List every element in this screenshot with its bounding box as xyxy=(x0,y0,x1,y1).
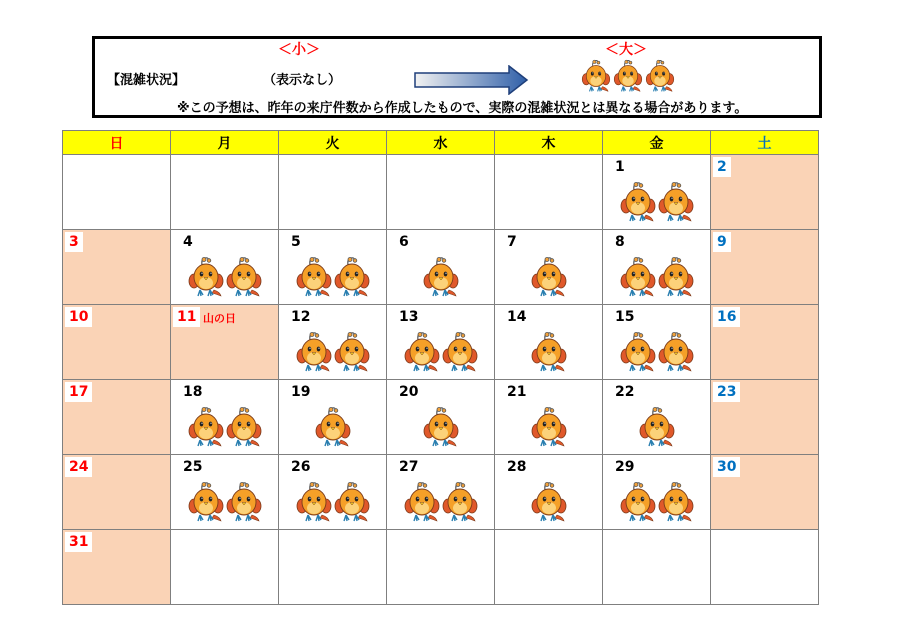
calendar-day-cell xyxy=(63,530,171,605)
day-number: 28 xyxy=(507,459,527,475)
mascot-bird-icon xyxy=(226,406,262,448)
day-number: 11 xyxy=(173,307,200,327)
day-number: 29 xyxy=(615,459,635,475)
mascot-bird-icon xyxy=(639,406,675,448)
legend-large-icons xyxy=(581,59,675,93)
mascot-bird-icon xyxy=(226,481,262,523)
mascot-bird-icon xyxy=(334,481,370,523)
weekday-header: 日 xyxy=(63,131,171,155)
calendar-empty-cell xyxy=(387,530,495,605)
legend-none-text: （表示なし） xyxy=(263,73,342,88)
calendar-day-cell xyxy=(171,230,279,305)
mascot-bird-icon xyxy=(442,331,478,373)
calendar-day-cell xyxy=(63,230,171,305)
day-number: 12 xyxy=(291,309,311,325)
calendar-day-cell xyxy=(495,455,603,530)
day-number: 31 xyxy=(65,532,92,552)
calendar-day-cell xyxy=(279,230,387,305)
mascot-bird-icon xyxy=(658,481,694,523)
mascot-bird-icon xyxy=(188,256,224,298)
crowd-level-icons xyxy=(603,181,710,223)
day-number: 6 xyxy=(399,234,409,250)
crowd-level-icons xyxy=(495,481,602,523)
mascot-bird-icon xyxy=(404,481,440,523)
mascot-bird-icon xyxy=(226,256,262,298)
mascot-bird-icon xyxy=(423,406,459,448)
mascot-bird-icon xyxy=(658,256,694,298)
calendar-empty-cell xyxy=(495,155,603,230)
crowd-level-icons xyxy=(171,256,278,298)
calendar-day-cell xyxy=(171,455,279,530)
calendar-empty-cell xyxy=(171,530,279,605)
calendar-day-cell xyxy=(711,305,819,380)
calendar-week-row xyxy=(63,530,819,605)
calendar-empty-cell xyxy=(279,530,387,605)
crowd-level-icons xyxy=(171,481,278,523)
calendar-day-cell xyxy=(171,305,279,380)
day-number: 2 xyxy=(713,157,731,177)
day-number: 10 xyxy=(65,307,92,327)
calendar-week-row xyxy=(63,230,819,305)
calendar-day-cell xyxy=(711,380,819,455)
calendar-day-cell xyxy=(279,380,387,455)
mascot-bird-icon xyxy=(531,481,567,523)
calendar-day-cell xyxy=(279,455,387,530)
mascot-bird-icon xyxy=(645,59,675,93)
calendar-empty-cell xyxy=(495,530,603,605)
weekday-header: 木 xyxy=(495,131,603,155)
mascot-bird-icon xyxy=(620,481,656,523)
calendar-week-row xyxy=(63,305,819,380)
calendar-day-cell xyxy=(63,380,171,455)
holiday-name: 山の日 xyxy=(203,312,236,325)
weekday-header: 火 xyxy=(279,131,387,155)
calendar-day-cell xyxy=(711,155,819,230)
day-number: 21 xyxy=(507,384,527,400)
mascot-bird-icon xyxy=(658,331,694,373)
legend-title: 【混雑状況】 xyxy=(107,73,186,88)
calendar-day-cell xyxy=(711,455,819,530)
mascot-bird-icon xyxy=(296,481,332,523)
crowd-level-icons xyxy=(387,256,494,298)
calendar-day-cell xyxy=(603,380,711,455)
mascot-bird-icon xyxy=(531,256,567,298)
crowd-level-icons xyxy=(495,406,602,448)
crowd-level-icons xyxy=(495,331,602,373)
mascot-bird-icon xyxy=(334,256,370,298)
calendar-day-cell xyxy=(387,455,495,530)
day-number: 25 xyxy=(183,459,203,475)
crowd-level-icons xyxy=(603,331,710,373)
day-number: 24 xyxy=(65,457,92,477)
mascot-bird-icon xyxy=(315,406,351,448)
crowd-level-icons xyxy=(495,256,602,298)
legend-small-label: ＜小＞ xyxy=(278,42,320,58)
calendar-day-cell xyxy=(495,305,603,380)
day-number: 22 xyxy=(615,384,635,400)
day-number: 26 xyxy=(291,459,311,475)
mascot-bird-icon xyxy=(581,59,611,93)
calendar-empty-cell xyxy=(711,530,819,605)
calendar-empty-cell xyxy=(603,530,711,605)
calendar-day-cell xyxy=(387,305,495,380)
weekday-header: 水 xyxy=(387,131,495,155)
calendar-day-cell xyxy=(387,230,495,305)
day-number: 18 xyxy=(183,384,203,400)
mascot-bird-icon xyxy=(404,331,440,373)
calendar-week-row xyxy=(63,155,819,230)
calendar-day-cell xyxy=(63,305,171,380)
mascot-bird-icon xyxy=(620,331,656,373)
mascot-bird-icon xyxy=(296,331,332,373)
day-number: 1 xyxy=(615,159,625,175)
calendar-grid xyxy=(62,130,819,605)
crowd-level-icons xyxy=(279,406,386,448)
weekday-header: 土 xyxy=(711,131,819,155)
crowd-level-icons xyxy=(279,331,386,373)
day-number: 3 xyxy=(65,232,83,252)
calendar-day-cell xyxy=(711,230,819,305)
day-number: 17 xyxy=(65,382,92,402)
mascot-bird-icon xyxy=(442,481,478,523)
day-number: 9 xyxy=(713,232,731,252)
calendar-day-cell xyxy=(279,305,387,380)
calendar-day-cell xyxy=(495,230,603,305)
day-number: 20 xyxy=(399,384,419,400)
calendar-week-row xyxy=(63,455,819,530)
mascot-bird-icon xyxy=(188,406,224,448)
crowd-level-icons xyxy=(603,406,710,448)
calendar-day-cell xyxy=(603,230,711,305)
mascot-bird-icon xyxy=(620,181,656,223)
mascot-bird-icon xyxy=(188,481,224,523)
calendar-day-cell xyxy=(171,380,279,455)
calendar-day-cell xyxy=(495,380,603,455)
legend-large-label: ＜大＞ xyxy=(605,42,647,58)
day-number: 15 xyxy=(615,309,635,325)
legend-note: ※この予想は、昨年の来庁件数から作成したもので、実際の混雑状況とは異なる場合があります。 xyxy=(177,101,748,116)
calendar-day-cell xyxy=(63,455,171,530)
calendar-empty-cell xyxy=(171,155,279,230)
crowd-level-icons xyxy=(171,406,278,448)
crowd-level-icons xyxy=(603,256,710,298)
mascot-bird-icon xyxy=(296,256,332,298)
crowd-level-icons xyxy=(387,331,494,373)
day-number: 16 xyxy=(713,307,740,327)
crowd-level-icons xyxy=(279,481,386,523)
day-number: 19 xyxy=(291,384,311,400)
day-number: 27 xyxy=(399,459,419,475)
crowd-level-icons xyxy=(279,256,386,298)
weekday-header: 金 xyxy=(603,131,711,155)
calendar-day-cell xyxy=(603,155,711,230)
crowd-legend xyxy=(92,36,822,118)
day-number: 8 xyxy=(615,234,625,250)
calendar-body xyxy=(63,155,819,605)
day-number: 30 xyxy=(713,457,740,477)
mascot-bird-icon xyxy=(620,256,656,298)
crowd-gradient-arrow-icon xyxy=(413,65,529,95)
weekday-header: 月 xyxy=(171,131,279,155)
calendar-week-row xyxy=(63,380,819,455)
calendar-day-cell xyxy=(387,380,495,455)
weekday-header-row xyxy=(63,131,819,155)
crowd-level-icons xyxy=(387,481,494,523)
mascot-bird-icon xyxy=(531,331,567,373)
calendar-day-cell xyxy=(603,455,711,530)
day-number: 4 xyxy=(183,234,193,250)
crowd-level-icons xyxy=(603,481,710,523)
calendar-empty-cell xyxy=(63,155,171,230)
day-number: 23 xyxy=(713,382,740,402)
mascot-bird-icon xyxy=(658,181,694,223)
day-number: 14 xyxy=(507,309,527,325)
day-number: 13 xyxy=(399,309,419,325)
calendar-day-cell xyxy=(603,305,711,380)
calendar-empty-cell xyxy=(279,155,387,230)
crowd-level-icons xyxy=(387,406,494,448)
mascot-bird-icon xyxy=(423,256,459,298)
calendar-empty-cell xyxy=(387,155,495,230)
day-number: 5 xyxy=(291,234,301,250)
mascot-bird-icon xyxy=(531,406,567,448)
mascot-bird-icon xyxy=(334,331,370,373)
day-number: 7 xyxy=(507,234,517,250)
mascot-bird-icon xyxy=(613,59,643,93)
